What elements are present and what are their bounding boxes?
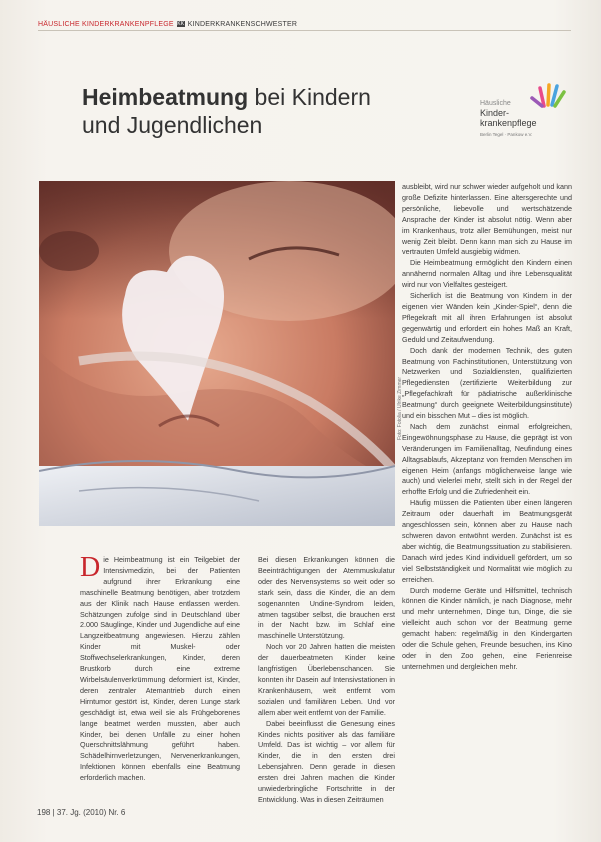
article-column-3 bbox=[402, 182, 572, 673]
running-header bbox=[38, 21, 297, 28]
article-title-rest: bei Kindern und Jugendlichen bbox=[82, 84, 371, 138]
photo-credit: Foto: Fotolia / Ulrike Zimmer bbox=[397, 376, 403, 440]
logo-line3: krankenpflege bbox=[480, 118, 537, 128]
col3-paragraph: Durch moderne Geräte und Hilfsmittel, technisch können die Kinder nämlich, je nach Diagnose, mehr und mehr unternehmen, Dinge tun, Dinge, die sie vielleicht auch schon vor der Beatmung gerne gemacht haben: regelmäßig in den Kindergarten oder die Schule gehen, Freunde besuchen, ins Kino oder in den Zoo gehen, eine Ferienreise unternehmen und dergleichen mehr. bbox=[402, 585, 572, 671]
organization-logo bbox=[472, 88, 572, 152]
page-footer: 198 | 37. Jg. (2010) Nr. 6 bbox=[37, 808, 126, 817]
baby-with-heart-plaster-illustration bbox=[39, 181, 395, 526]
col1-paragraph: ie Heimbeatmung ist ein Teilgebiet der Intensivmedizin, bei der Patienten aufgrund ihrer Erkrankung eine maschinelle Beatmung benötigen, aber trotzdem aus der Klinik nach Hause entlassen werden. Schätzungen zufolge sind in Deutschland über 2.000 Säuglinge, Kinder und Jugendliche auf eine Langzeitbeatmung angewiesen. Hierzu zählen Kinder mit Muskel- oder Stoffwechselerkrankungen, Kinder, deren Brustkorb durch eine extreme Wirbelsäulenverkrümmung deformiert ist, Kinder, deren zentraler Atemantrieb durch einen Hirntumor gestört ist, Kinder, deren Lunge stark geschädigt ist, etwa weil sie als Frühgeborenes lange beatmet werden mussten, aber auch Kinder, bei denen Unfälle zu einer hohen Querschnittslähmung geführt haben. Schädelhirnverletzungen, Nervenerkrankungen, Infektionen können ebenfalls eine Beatmung erforderlich machen. bbox=[80, 555, 240, 783]
header-section-primary: HÄUSLICHE KINDERKRANKENPFLEGE bbox=[38, 21, 174, 28]
header-separator-icon: KK bbox=[177, 21, 185, 28]
header-rule bbox=[38, 30, 571, 31]
col3-paragraph: Nach dem zunächst einmal erfolgreichen, Eingewöhnungsphase zu Hause, die geprägt ist von Veränderungen im Familienalltag, Neufindung eines Alltagsablaufs, Akzeptanz von fremden Menschen im eigenen Heim (anfangs möglicherweise lange wie auch) und vielerlei mehr, stellt sich in der Regel der erhoffte Erfolg und die Zufriedenheit ein. bbox=[402, 421, 572, 497]
article-column-1 bbox=[80, 552, 240, 784]
col3-paragraph: Häufig müssen die Patienten über einen längeren Zeitraum oder dauerhaft im Beatmungsgerät angeschlossen sein, können aber zu Hause nach schweren davon entwöhnt werden. Zunächst ist es aber wichtig, die Beatmungssituation zu stabilisieren. Danach wird jedes Kind individuell gefördert, um so viel Selbstständigkeit und Normalität wie möglich zu erreichen. bbox=[402, 498, 572, 584]
col3-paragraph: ausbleibt, wird nur schwer wieder aufgeholt und kann große Defizite hinterlassen. Eine altersgerechte und persönliche, liebevolle und wertschätzende Ansprache der Kinder ist absolut nötig. Wenn aber im Krankenhaus, trotz aller Bemühungen, meist nur wenig Zeit bleibt. Denn kann man sich zu Hause im vertrauten Umfeld ausgiebig widmen. bbox=[402, 182, 572, 257]
col2-paragraph: Bei diesen Erkrankungen können die Beeinträchtigungen der Atemmuskulatur oder des Nervensystems so weit oder so stark sein, dass die Kinder, die an dem sogenannten Undine-Syndrom leiden, atmen tagsüber selbst, die brauchen erst in der Nacht bzw. im Schlaf eine maschinelle Unterstützung. bbox=[258, 555, 395, 641]
hand-icon bbox=[522, 82, 582, 108]
col2-paragraph: Noch vor 20 Jahren hatten die meisten der dauerbeatmeten Kinder keine langfristigen Überlebenschancen. Sie konnten ihr Dasein auf Intensivstationen in Krankenhäusern, weit entfernt vom sozialen und familiären Leben. Und vor allem aber weit entfernt von der Familie. bbox=[258, 642, 395, 717]
logo-line4: Berlin Tegel · Pankow e.V. bbox=[480, 132, 533, 137]
logo-line2: Kinder- bbox=[480, 108, 510, 118]
article-title-bold: Heimbeatmung bbox=[82, 84, 249, 110]
col3-paragraph: Doch dank der modernen Technik, des guten Beatmung von Fachinstitutionen, Unterstützung von Netzwerken und Sozialdiensten, qualifizierten Pflegediensten (zertifizierte Weiterbildung zur „Pflegefachkraft für pädiatrische außerklinische Beatmung“ durch geeignete Weiterbildungsinstitute) und ein bisschen Mut – dies ist möglich. bbox=[402, 345, 572, 421]
drop-cap: D bbox=[80, 552, 101, 583]
col3-paragraph: Die Heimbeatmung ermöglicht den Kindern einen annähernd normalen Alltag und ihre Lebensqualität wird nur von Vielfaltes gesteigert. bbox=[402, 258, 572, 290]
col3-paragraph: Sicherlich ist die Beatmung von Kindern in der eigenen vier Wänden kein „Kinder-Spiel“, denn die Pflegekraft mit all ihren Erfahrungen ist absolut gegenwärtig und erfordert ein hohes Maß an Kraft, Geduld und Zeitaufwendung. bbox=[402, 291, 572, 344]
article-title bbox=[82, 83, 412, 139]
col2-paragraph: Dabei beeinflusst die Genesung eines Kindes nichts positiver als das familiäre Umfeld. Das ist wichtig – vor allem für Kinder, die in den ersten drei Lebensjahren. Denn gerade in diesen ersten drei Jahren machen die Kinder unwiederbringliche Fortschritte in der Entwicklung. Was in diesen Zeiträumen bbox=[258, 718, 395, 804]
logo-line1: Häusliche bbox=[480, 100, 511, 107]
article-column-2 bbox=[258, 555, 395, 806]
header-section-secondary: KINDERKRANKENSCHWESTER bbox=[187, 21, 298, 28]
article-photo bbox=[39, 181, 395, 526]
